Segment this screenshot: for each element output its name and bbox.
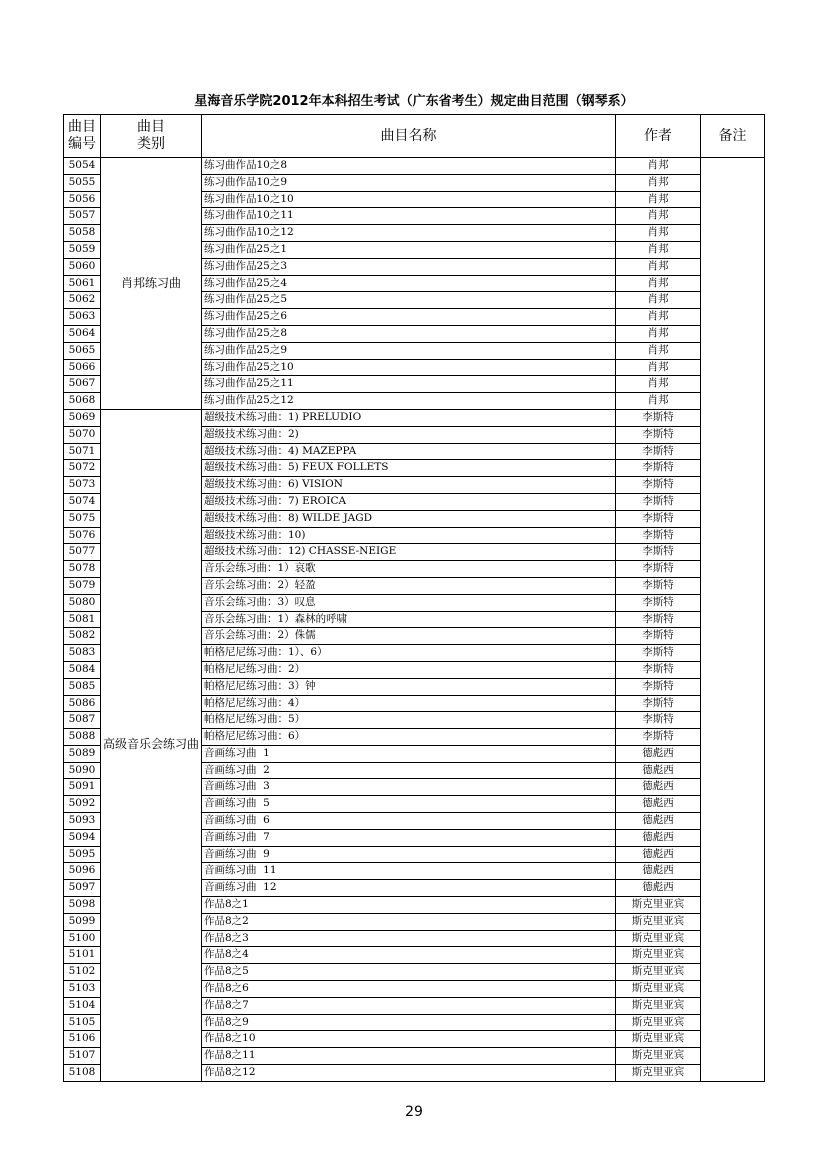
cell-name: 音乐会练习曲：2）侏儒 [202, 628, 616, 645]
cell-author: 李斯特 [616, 493, 701, 510]
cell-code: 5108 [64, 1065, 101, 1082]
cell-code: 5089 [64, 745, 101, 762]
cell-code: 5107 [64, 1048, 101, 1065]
table-row [64, 409, 765, 426]
cell-name: 练习曲作品10之11 [202, 208, 616, 225]
cell-name: 音乐会练习曲：2）轻盈 [202, 577, 616, 594]
cell-code: 5066 [64, 359, 101, 376]
cell-author: 斯克里亚宾 [616, 930, 701, 947]
cell-code: 5084 [64, 661, 101, 678]
cell-author: 肖邦 [616, 158, 701, 175]
header-category: 曲目 类别 [101, 115, 202, 158]
cell-author: 肖邦 [616, 275, 701, 292]
cell-name: 作品8之11 [202, 1048, 616, 1065]
cell-author: 李斯特 [616, 678, 701, 695]
cell-author: 斯克里亚宾 [616, 997, 701, 1014]
cell-name: 超级技术练习曲：6) VISION [202, 477, 616, 494]
cell-category: 肖邦练习曲 [101, 158, 202, 410]
cell-code: 5105 [64, 1014, 101, 1031]
cell-name: 练习曲作品25之12 [202, 393, 616, 410]
cell-author: 肖邦 [616, 325, 701, 342]
cell-name: 练习曲作品25之6 [202, 309, 616, 326]
cell-code: 5088 [64, 729, 101, 746]
cell-name: 音乐会练习曲：1）哀歌 [202, 561, 616, 578]
cell-code: 5077 [64, 544, 101, 561]
cell-code: 5094 [64, 829, 101, 846]
cell-author: 肖邦 [616, 208, 701, 225]
cell-name: 练习曲作品25之8 [202, 325, 616, 342]
cell-name: 作品8之7 [202, 997, 616, 1014]
cell-name: 音画练习曲 2 [202, 762, 616, 779]
cell-name: 帕格尼尼练习曲：6） [202, 729, 616, 746]
cell-code: 5082 [64, 628, 101, 645]
cell-name: 超级技术练习曲：1) PRELUDIO [202, 409, 616, 426]
cell-name: 作品8之3 [202, 930, 616, 947]
cell-author: 李斯特 [616, 628, 701, 645]
cell-author: 德彪西 [616, 762, 701, 779]
cell-code: 5073 [64, 477, 101, 494]
cell-code: 5075 [64, 510, 101, 527]
cell-code: 5100 [64, 930, 101, 947]
cell-code: 5065 [64, 342, 101, 359]
cell-code: 5074 [64, 493, 101, 510]
cell-name: 作品8之5 [202, 964, 616, 981]
cell-name: 超级技术练习曲：7) EROICA [202, 493, 616, 510]
cell-code: 5093 [64, 813, 101, 830]
cell-author: 李斯特 [616, 577, 701, 594]
cell-code: 5061 [64, 275, 101, 292]
cell-code: 5097 [64, 880, 101, 897]
cell-code: 5101 [64, 947, 101, 964]
cell-author: 肖邦 [616, 376, 701, 393]
cell-name: 音画练习曲 11 [202, 863, 616, 880]
cell-category: 高级音乐会练习曲 [101, 409, 202, 1081]
cell-author: 肖邦 [616, 292, 701, 309]
table-body [64, 158, 765, 1082]
cell-code: 5072 [64, 460, 101, 477]
cell-code: 5076 [64, 527, 101, 544]
cell-name: 练习曲作品10之8 [202, 158, 616, 175]
cell-code: 5102 [64, 964, 101, 981]
header-author: 作者 [616, 115, 701, 158]
cell-code: 5104 [64, 997, 101, 1014]
cell-author: 李斯特 [616, 729, 701, 746]
cell-author: 斯克里亚宾 [616, 981, 701, 998]
cell-author: 德彪西 [616, 813, 701, 830]
cell-code: 5071 [64, 443, 101, 460]
cell-code: 5068 [64, 393, 101, 410]
cell-author: 肖邦 [616, 191, 701, 208]
cell-author: 肖邦 [616, 359, 701, 376]
repertoire-table [63, 114, 765, 1082]
cell-author: 肖邦 [616, 342, 701, 359]
header-remark: 备注 [701, 115, 765, 158]
cell-name: 作品8之4 [202, 947, 616, 964]
cell-author: 肖邦 [616, 174, 701, 191]
cell-code: 5056 [64, 191, 101, 208]
cell-name: 作品8之1 [202, 897, 616, 914]
cell-remark [701, 158, 765, 1082]
cell-code: 5062 [64, 292, 101, 309]
table-row [64, 158, 765, 175]
cell-name: 练习曲作品25之1 [202, 241, 616, 258]
header-name: 曲目名称 [202, 115, 616, 158]
cell-author: 德彪西 [616, 829, 701, 846]
cell-author: 斯克里亚宾 [616, 1065, 701, 1082]
cell-name: 练习曲作品25之5 [202, 292, 616, 309]
cell-name: 帕格尼尼练习曲：2） [202, 661, 616, 678]
cell-name: 超级技术练习曲：12) CHASSE-NEIGE [202, 544, 616, 561]
cell-author: 斯克里亚宾 [616, 1014, 701, 1031]
cell-name: 音画练习曲 12 [202, 880, 616, 897]
cell-author: 肖邦 [616, 225, 701, 242]
cell-code: 5058 [64, 225, 101, 242]
cell-name: 音画练习曲 9 [202, 846, 616, 863]
header-row [64, 115, 765, 158]
cell-name: 练习曲作品25之3 [202, 258, 616, 275]
cell-code: 5103 [64, 981, 101, 998]
cell-code: 5098 [64, 897, 101, 914]
cell-code: 5060 [64, 258, 101, 275]
header-code: 曲目 编号 [64, 115, 101, 158]
cell-author: 斯克里亚宾 [616, 964, 701, 981]
cell-author: 德彪西 [616, 880, 701, 897]
cell-name: 超级技术练习曲：8) WILDE JAGD [202, 510, 616, 527]
cell-name: 作品8之2 [202, 913, 616, 930]
cell-code: 5099 [64, 913, 101, 930]
cell-code: 5054 [64, 158, 101, 175]
cell-author: 斯克里亚宾 [616, 897, 701, 914]
cell-code: 5059 [64, 241, 101, 258]
cell-name: 练习曲作品25之10 [202, 359, 616, 376]
cell-author: 德彪西 [616, 779, 701, 796]
cell-author: 李斯特 [616, 661, 701, 678]
cell-code: 5070 [64, 426, 101, 443]
cell-name: 练习曲作品10之10 [202, 191, 616, 208]
cell-code: 5064 [64, 325, 101, 342]
cell-code: 5067 [64, 376, 101, 393]
cell-name: 练习曲作品25之11 [202, 376, 616, 393]
cell-code: 5106 [64, 1031, 101, 1048]
cell-author: 肖邦 [616, 309, 701, 326]
page-title: 星海音乐学院2012年本科招生考试（广东省考生）规定曲目范围（钢琴系） [194, 94, 634, 109]
cell-name: 超级技术练习曲：10) [202, 527, 616, 544]
cell-author: 李斯特 [616, 695, 701, 712]
cell-name: 音画练习曲 5 [202, 796, 616, 813]
cell-code: 5086 [64, 695, 101, 712]
cell-code: 5057 [64, 208, 101, 225]
cell-name: 帕格尼尼练习曲：4） [202, 695, 616, 712]
cell-code: 5063 [64, 309, 101, 326]
cell-author: 李斯特 [616, 409, 701, 426]
page-number: 29 [405, 1104, 423, 1120]
cell-name: 帕格尼尼练习曲：3）钟 [202, 678, 616, 695]
cell-author: 德彪西 [616, 846, 701, 863]
cell-name: 练习曲作品10之9 [202, 174, 616, 191]
cell-name: 作品8之9 [202, 1014, 616, 1031]
cell-name: 作品8之10 [202, 1031, 616, 1048]
cell-author: 斯克里亚宾 [616, 1031, 701, 1048]
cell-name: 帕格尼尼练习曲：1）、6） [202, 645, 616, 662]
cell-author: 肖邦 [616, 258, 701, 275]
cell-author: 斯克里亚宾 [616, 947, 701, 964]
cell-name: 练习曲作品10之12 [202, 225, 616, 242]
cell-author: 李斯特 [616, 561, 701, 578]
cell-name: 练习曲作品25之4 [202, 275, 616, 292]
cell-author: 李斯特 [616, 712, 701, 729]
cell-code: 5079 [64, 577, 101, 594]
cell-author: 李斯特 [616, 645, 701, 662]
cell-name: 作品8之6 [202, 981, 616, 998]
cell-code: 5083 [64, 645, 101, 662]
cell-author: 肖邦 [616, 241, 701, 258]
cell-name: 音画练习曲 7 [202, 829, 616, 846]
cell-author: 德彪西 [616, 796, 701, 813]
cell-code: 5081 [64, 611, 101, 628]
cell-code: 5069 [64, 409, 101, 426]
cell-name: 超级技术练习曲：5) FEUX FOLLETS [202, 460, 616, 477]
cell-author: 李斯特 [616, 460, 701, 477]
cell-code: 5085 [64, 678, 101, 695]
cell-author: 李斯特 [616, 510, 701, 527]
cell-name: 超级技术练习曲：4) MAZEPPA [202, 443, 616, 460]
cell-name: 音乐会练习曲：1）森林的呼啸 [202, 611, 616, 628]
cell-code: 5087 [64, 712, 101, 729]
cell-name: 帕格尼尼练习曲：5） [202, 712, 616, 729]
cell-author: 李斯特 [616, 443, 701, 460]
cell-name: 音画练习曲 3 [202, 779, 616, 796]
cell-code: 5092 [64, 796, 101, 813]
cell-author: 李斯特 [616, 611, 701, 628]
cell-code: 5091 [64, 779, 101, 796]
cell-name: 作品8之12 [202, 1065, 616, 1082]
cell-author: 斯克里亚宾 [616, 1048, 701, 1065]
cell-author: 李斯特 [616, 544, 701, 561]
cell-name: 超级技术练习曲：2) [202, 426, 616, 443]
cell-author: 德彪西 [616, 863, 701, 880]
cell-author: 德彪西 [616, 745, 701, 762]
cell-name: 音乐会练习曲：3）叹息 [202, 594, 616, 611]
cell-author: 李斯特 [616, 594, 701, 611]
cell-author: 李斯特 [616, 527, 701, 544]
cell-author: 斯克里亚宾 [616, 913, 701, 930]
cell-name: 练习曲作品25之9 [202, 342, 616, 359]
cell-name: 音画练习曲 1 [202, 745, 616, 762]
cell-code: 5096 [64, 863, 101, 880]
cell-author: 李斯特 [616, 477, 701, 494]
cell-code: 5080 [64, 594, 101, 611]
cell-code: 5078 [64, 561, 101, 578]
cell-code: 5095 [64, 846, 101, 863]
cell-code: 5090 [64, 762, 101, 779]
cell-code: 5055 [64, 174, 101, 191]
cell-author: 李斯特 [616, 426, 701, 443]
cell-name: 音画练习曲 6 [202, 813, 616, 830]
cell-author: 肖邦 [616, 393, 701, 410]
